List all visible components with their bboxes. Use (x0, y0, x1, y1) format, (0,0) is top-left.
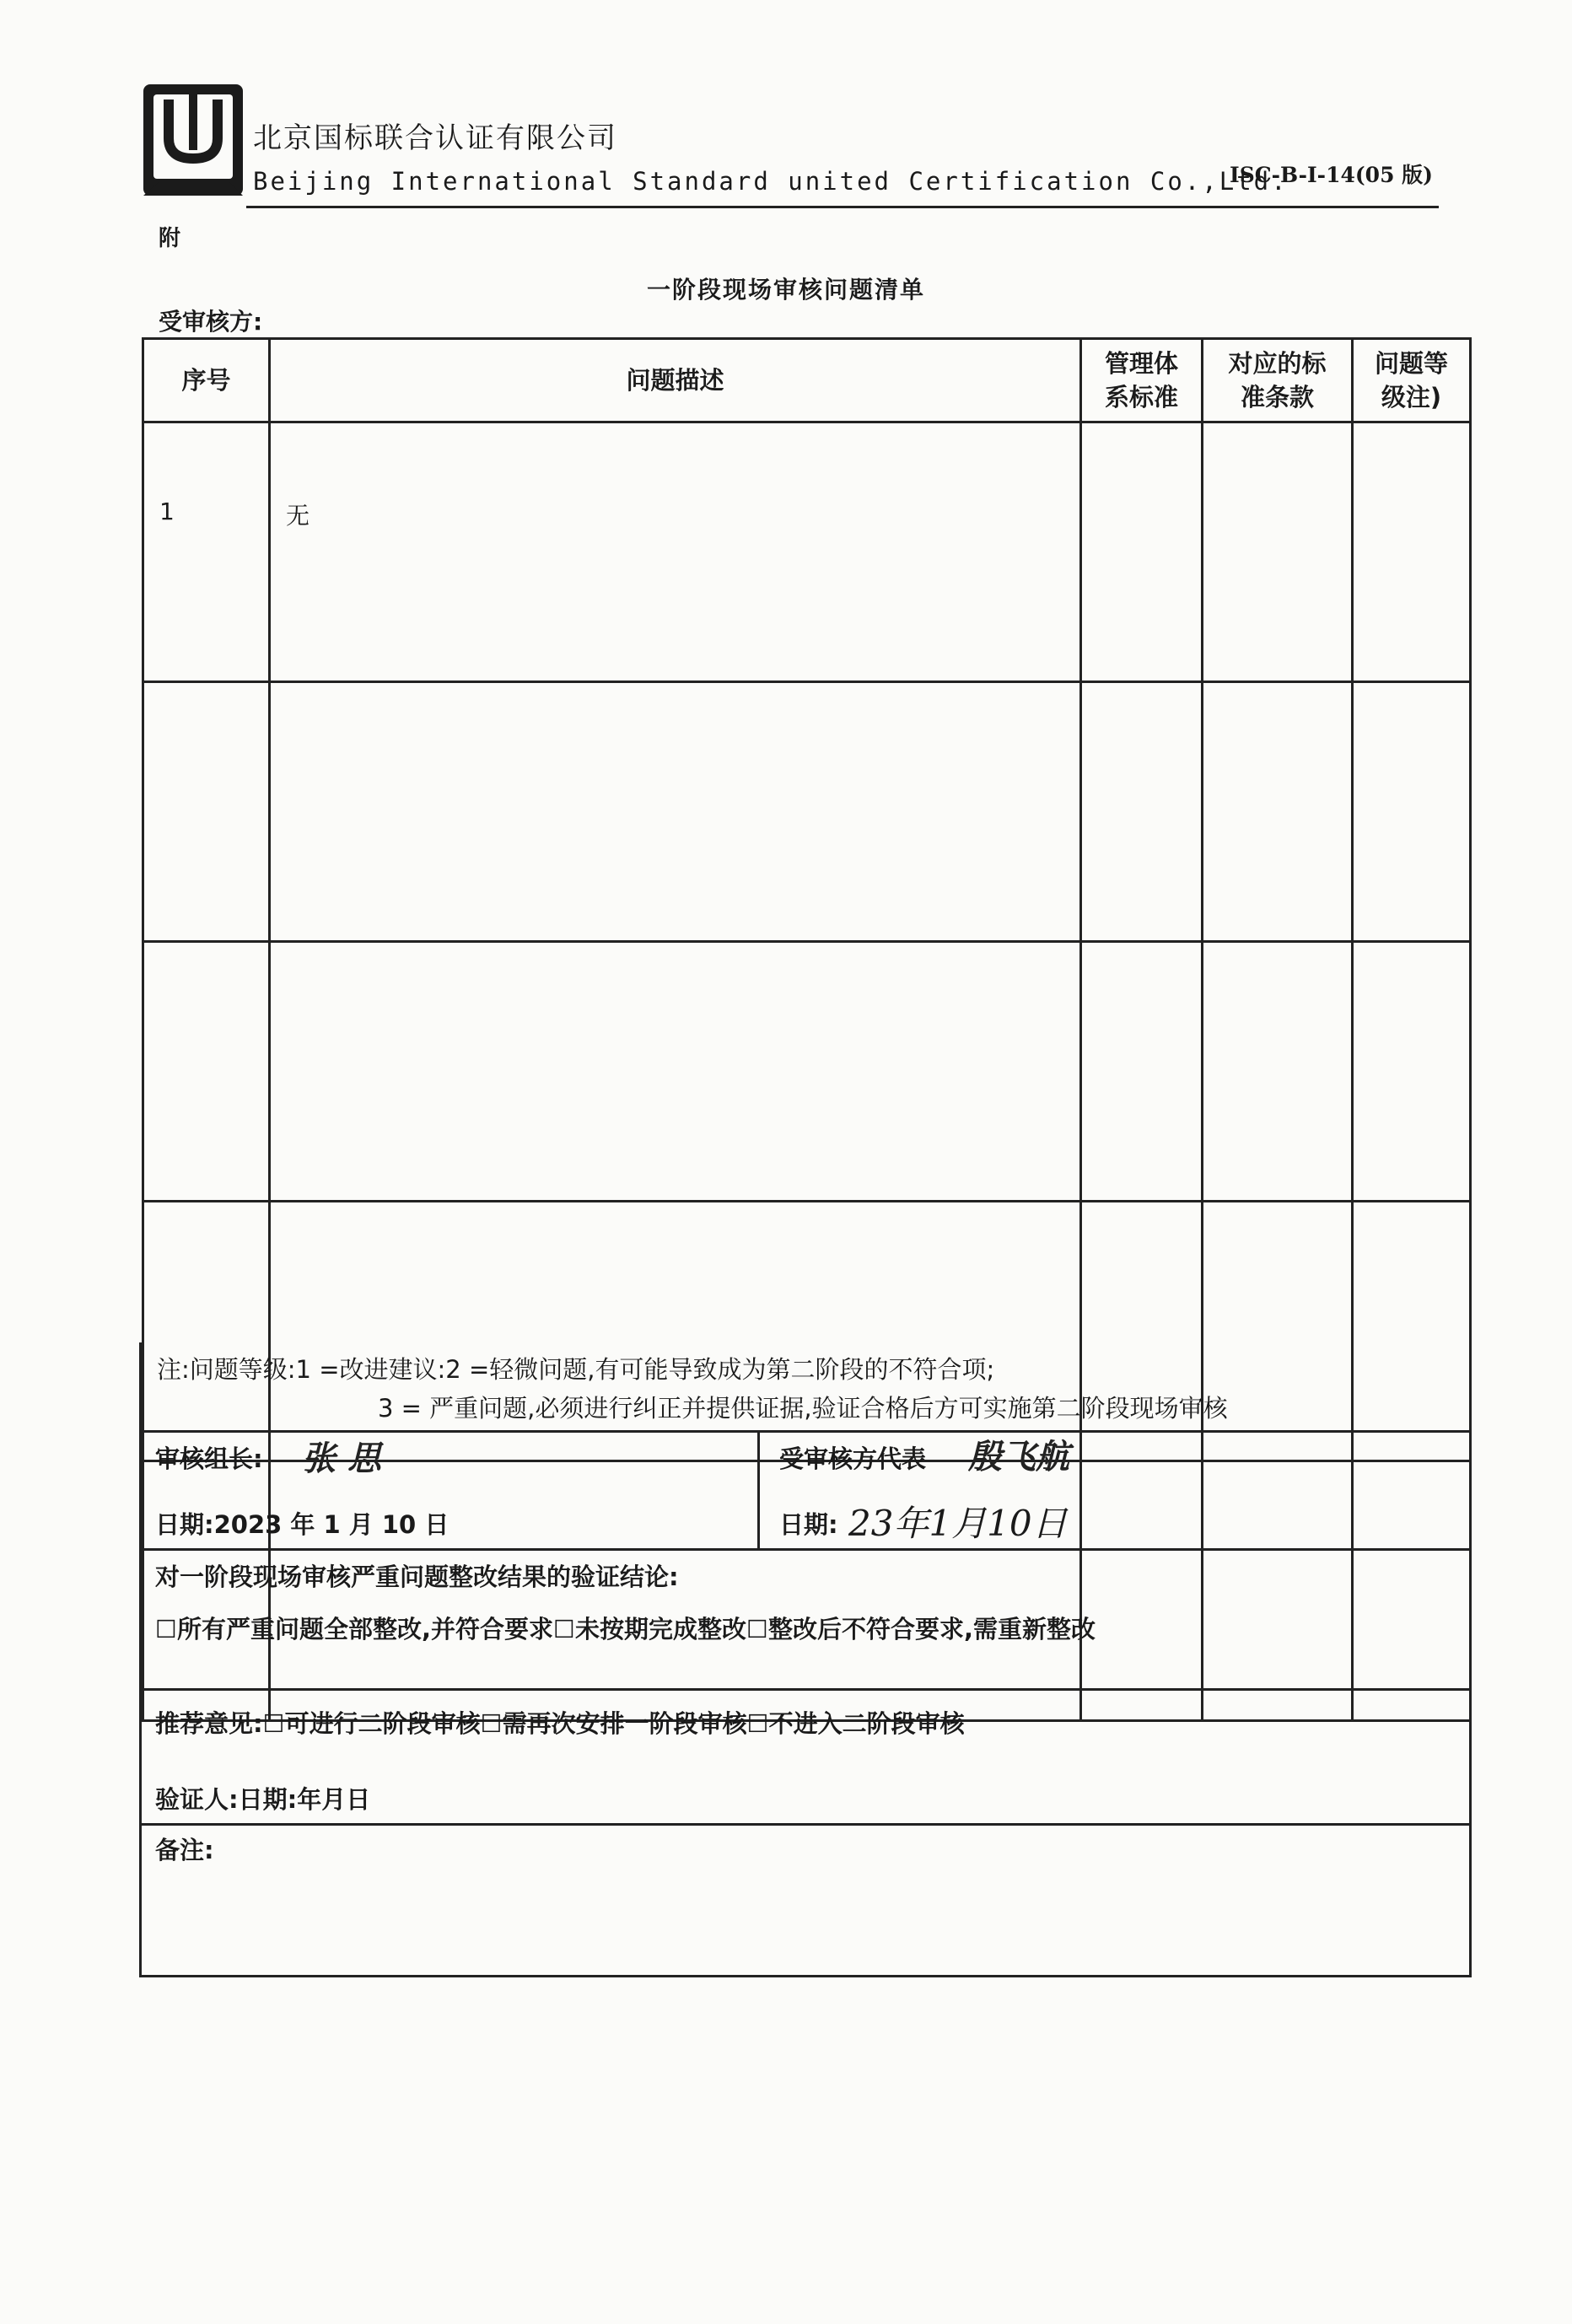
header-divider (246, 206, 1439, 208)
row-description (270, 682, 1081, 942)
col-header-description: 问题描述 (270, 339, 1081, 422)
auditee-label: 受审核方: (159, 308, 263, 336)
row-description (270, 942, 1081, 1202)
auditee-rep-signature: 殷飞航 (968, 1437, 1069, 1477)
form-title: 一阶段现场审核问题清单 (646, 276, 925, 304)
col-header-standard-line1: 管理体 (1104, 349, 1178, 378)
remarks-label: 备注: (155, 1836, 214, 1864)
row-number (143, 682, 270, 942)
team-leader-signature: 张 思 (302, 1439, 381, 1478)
signoff-section (139, 1430, 1472, 1551)
company-logo (142, 83, 246, 199)
col-header-clause-line1: 对应的标 (1228, 349, 1327, 378)
verification-section (139, 1548, 1472, 1691)
remarks-section (139, 1823, 1472, 1977)
table-row (143, 422, 1471, 682)
recommendation-section (139, 1688, 1472, 1826)
grade-note-line2: 3 = 严重问题,必须进行纠正并提供证据,验证合格后方可实施第二阶段现场审核 (378, 1394, 1228, 1423)
table-row (143, 682, 1471, 942)
company-name-en: Beijing International Standard united Certification Co.,Ltd. (253, 167, 1289, 196)
table-header-row (143, 339, 1471, 422)
recommendation-text: 推荐意见:☐可进行二阶段审核☐需再次安排一阶段审核☐不进入二阶段审核 (155, 1709, 965, 1738)
row-grade (1353, 942, 1471, 1202)
table-row (143, 942, 1471, 1202)
team-leader-label: 审核组长: (155, 1444, 263, 1473)
col-header-standard (1081, 339, 1203, 422)
row-grade (1353, 682, 1471, 942)
auditee-rep-date-value: 23年1月10日 (848, 1503, 1068, 1544)
col-header-standard-line2: 系标准 (1104, 383, 1178, 412)
row-number (143, 942, 270, 1202)
auditee-rep-date-label: 日期: (779, 1510, 838, 1539)
verification-heading: 对一阶段现场审核严重问题整改结果的验证结论: (155, 1563, 679, 1591)
grade-note (139, 1342, 1472, 1433)
col-header-no: 序号 (143, 339, 270, 422)
col-header-grade-line1: 问题等 (1374, 349, 1448, 378)
row-number: 1 (143, 422, 270, 682)
verification-options: ☐所有严重问题全部整改,并符合要求☐未按期完成整改☐整改后不符合要求,需重新整改 (155, 1615, 1096, 1643)
col-header-grade (1353, 339, 1471, 422)
row-clause (1203, 942, 1353, 1202)
row-standard (1081, 942, 1203, 1202)
attachment-label: 附 (159, 226, 181, 251)
row-clause (1203, 682, 1353, 942)
row-grade (1353, 422, 1471, 682)
row-standard (1081, 422, 1203, 682)
auditee-rep-label: 受审核方代表 (779, 1444, 927, 1473)
signoff-divider (757, 1430, 760, 1548)
verifier-line: 验证人:日期:年月日 (155, 1785, 371, 1814)
col-header-clause (1203, 339, 1353, 422)
col-header-grade-line2: 级注) (1381, 383, 1442, 412)
row-standard (1081, 682, 1203, 942)
row-clause (1203, 422, 1353, 682)
team-leader-date: 日期:2023 年 1 月 10 日 (155, 1510, 450, 1539)
document-code: ISC-B-I-14(05 版) (1230, 163, 1434, 187)
grade-note-line1: 注:问题等级:1 =改进建议:2 =轻微问题,有可能导致成为第二阶段的不符合项; (157, 1355, 995, 1384)
row-description: 无 (270, 422, 1081, 682)
col-header-clause-line2: 准条款 (1240, 383, 1314, 412)
company-name-cn: 北京国标联合认证有限公司 (253, 121, 617, 155)
